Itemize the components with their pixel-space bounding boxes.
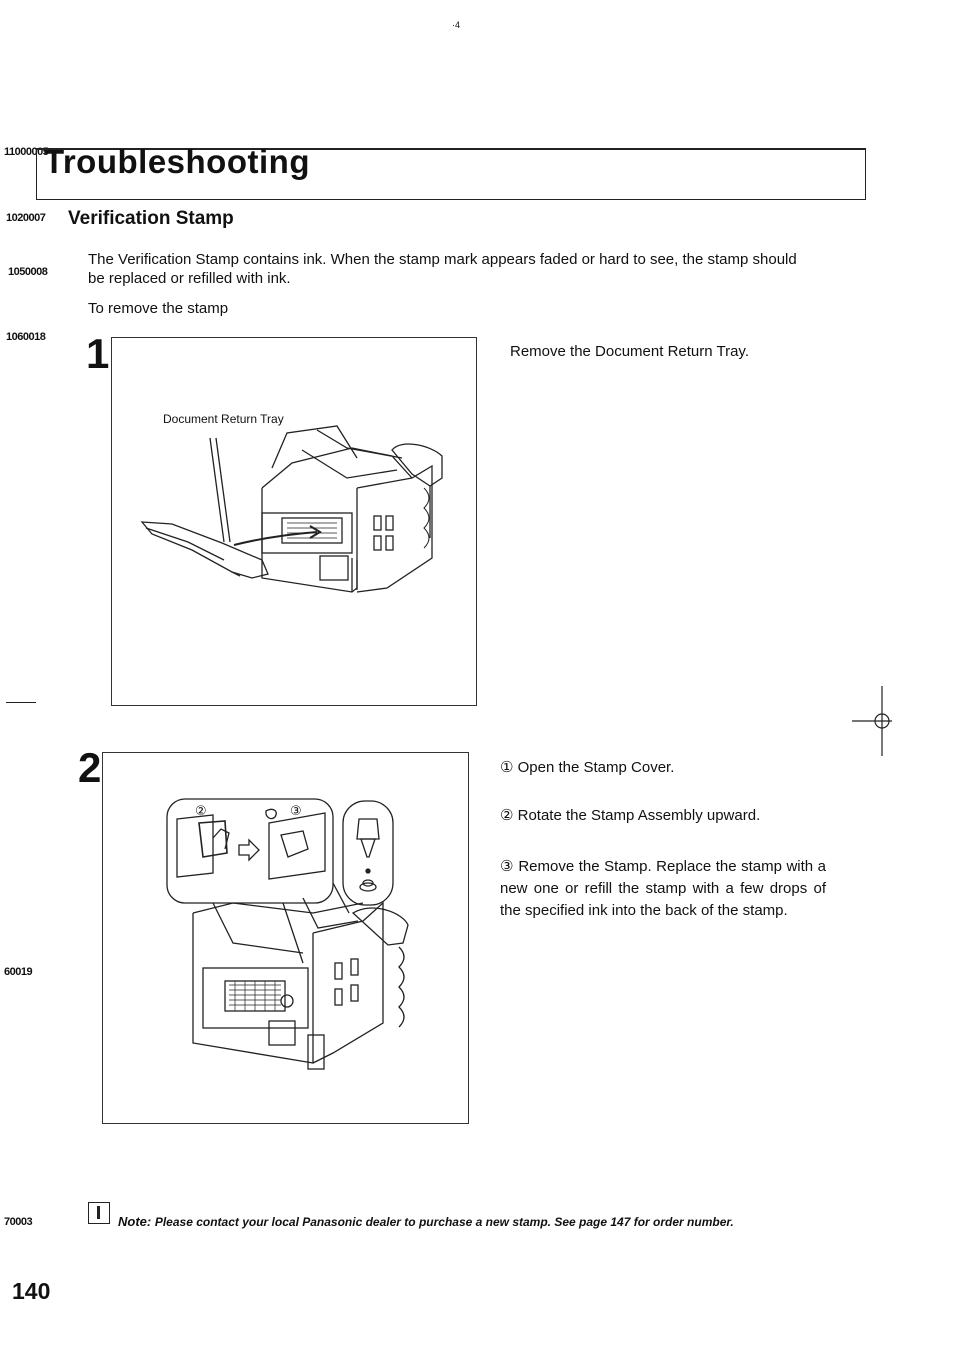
fax-machine-illustration	[112, 338, 478, 707]
page-number: 140	[12, 1278, 51, 1304]
step-2-item-2: ② Rotate the Stamp Assembly upward.	[500, 807, 761, 824]
note	[118, 1214, 734, 1229]
page-title: Troubleshooting	[44, 143, 310, 180]
step-1-number: 1	[86, 330, 110, 377]
section-code: 1020007	[6, 212, 46, 224]
step2-code: 60019	[4, 966, 33, 978]
intro-paragraph	[88, 250, 888, 288]
step-2-item-1: ① Open the Stamp Cover.	[500, 759, 675, 776]
crosshair-icon	[852, 686, 892, 756]
intro-line-2: be replaced or refilled with ink.	[88, 270, 291, 287]
step1-code: 1060018	[6, 331, 46, 343]
step-2-number: 2	[78, 744, 102, 791]
step-2-item-3: ③ Remove the Stamp. Replace the stamp with a new one or refill the stamp with a few drops of the specified ink into the back of the stamp.	[500, 858, 826, 919]
margin-tick	[6, 702, 36, 703]
callout-3: ③	[290, 803, 302, 818]
step-1-text: Remove the Document Return Tray.	[510, 343, 749, 360]
intro-line-1: The Verification Stamp contains ink. When the stamp mark appears faded or hard to see, the stamp should	[88, 251, 797, 268]
header-mark: ·4	[452, 20, 461, 30]
title-code: 11000005	[4, 146, 49, 158]
note-text: Please contact your local Panasonic dealer to purchase a new stamp. See page 147 for order number.	[154, 1215, 734, 1229]
section-title: Verification Stamp	[68, 208, 234, 229]
step-2-figure	[102, 752, 469, 1124]
figure-label-document-return-tray: Document Return Tray	[163, 412, 284, 426]
note-code: 70003	[4, 1216, 33, 1228]
subheading: To remove the stamp	[88, 300, 229, 317]
step-1-figure	[111, 337, 477, 706]
stamp-assembly-illustration	[103, 753, 470, 1125]
note-label: Note:	[118, 1214, 152, 1229]
note-icon	[88, 1202, 110, 1224]
callout-2: ②	[195, 803, 207, 818]
intro-code: 1050008	[8, 266, 48, 278]
